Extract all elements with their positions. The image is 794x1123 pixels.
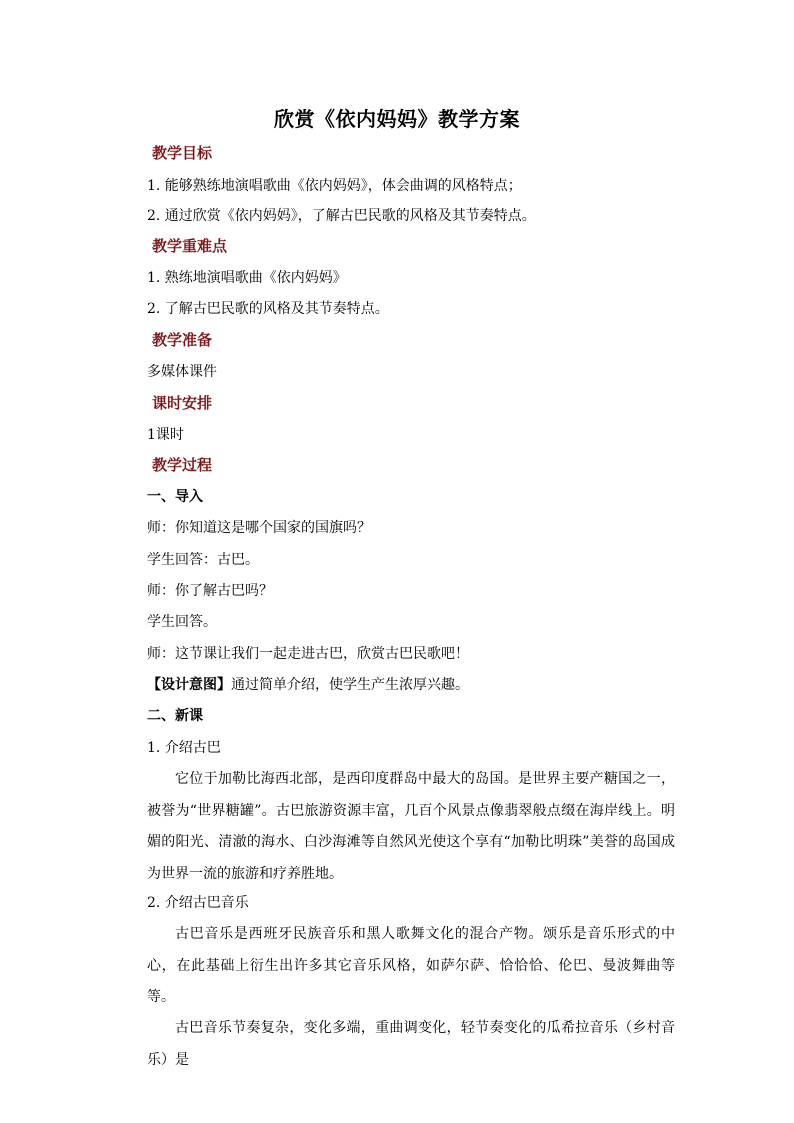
heading-teaching-goals: 教学目标 [152, 144, 213, 162]
heading-schedule: 课时安排 [152, 394, 213, 412]
goal-item-2: 2. 通过欣赏《依内妈妈》，了解古巴民歌的风格及其节奏特点。 [147, 208, 536, 224]
paragraph-cuban-music-1: 古巴音乐是西班牙民族音乐和黑人歌舞文化的混合产物。颂乐是音乐形式的中心，在此基础上衍生出许多其它音乐风格，如萨尔萨、恰恰恰、伦巴、曼波舞曲等等。 [147, 926, 675, 1005]
heading-process: 教学过程 [152, 456, 213, 474]
preparation-text: 多媒体课件 [147, 364, 217, 380]
subheading-intro-cuba: 1. 介绍古巴 [147, 740, 221, 756]
key-point-item-2: 2. 了解古巴民歌的风格及其节奏特点。 [147, 301, 389, 317]
dialogue-line-4: 学生回答。 [147, 614, 217, 630]
subheading-cuban-music: 2. 介绍古巴音乐 [147, 895, 249, 911]
heading-preparation: 教学准备 [152, 331, 213, 349]
design-intent-label: 【设计意图】 [147, 677, 231, 693]
paragraph-intro-cuba: 它位于加勒比海西北部，是西印度群岛中最大的岛国。是世界主要产糖国之一，被誉为“世界糖罐”。古巴旅游资源丰富，几百个风景点像翡翠般点缀在海岸线上。明媚的阳光、清澈的海水、白沙海滩等自然风光使这个享有“加勒比明珠”美誉的岛国成为世界一流的旅游和疗养胜地。 [147, 771, 675, 882]
dialogue-line-3: 师：你了解古巴吗？ [147, 583, 273, 599]
schedule-text: 1课时 [147, 427, 184, 443]
key-point-item-1: 1. 熟练地演唱歌曲《依内妈妈》 [147, 270, 347, 286]
new-lesson-heading: 二、新课 [147, 708, 203, 724]
design-intent-text: 通过简单介绍，使学生产生浓厚兴趣。 [231, 677, 469, 693]
intro-heading: 一、导入 [147, 489, 203, 505]
dialogue-line-2: 学生回答：古巴。 [147, 552, 259, 568]
dialogue-line-5: 师：这节课让我们一起走进古巴，欣赏古巴民歌吧！ [147, 646, 469, 662]
design-intent [147, 675, 469, 695]
heading-key-points: 教学重难点 [152, 237, 228, 255]
dialogue-line-1: 师：你知道这是哪个国家的国旗吗？ [147, 520, 371, 536]
goal-item-1: 1. 能够熟练地演唱歌曲《依内妈妈》，体会曲调的风格特点； [147, 178, 522, 194]
paragraph-cuban-music-2: 古巴音乐节奏复杂，变化多端，重曲调变化，轻节奏变化的瓜希拉音乐（乡村音乐）是 [147, 1020, 675, 1068]
document-title: 欣赏《依内妈妈》教学方案 [274, 107, 520, 131]
